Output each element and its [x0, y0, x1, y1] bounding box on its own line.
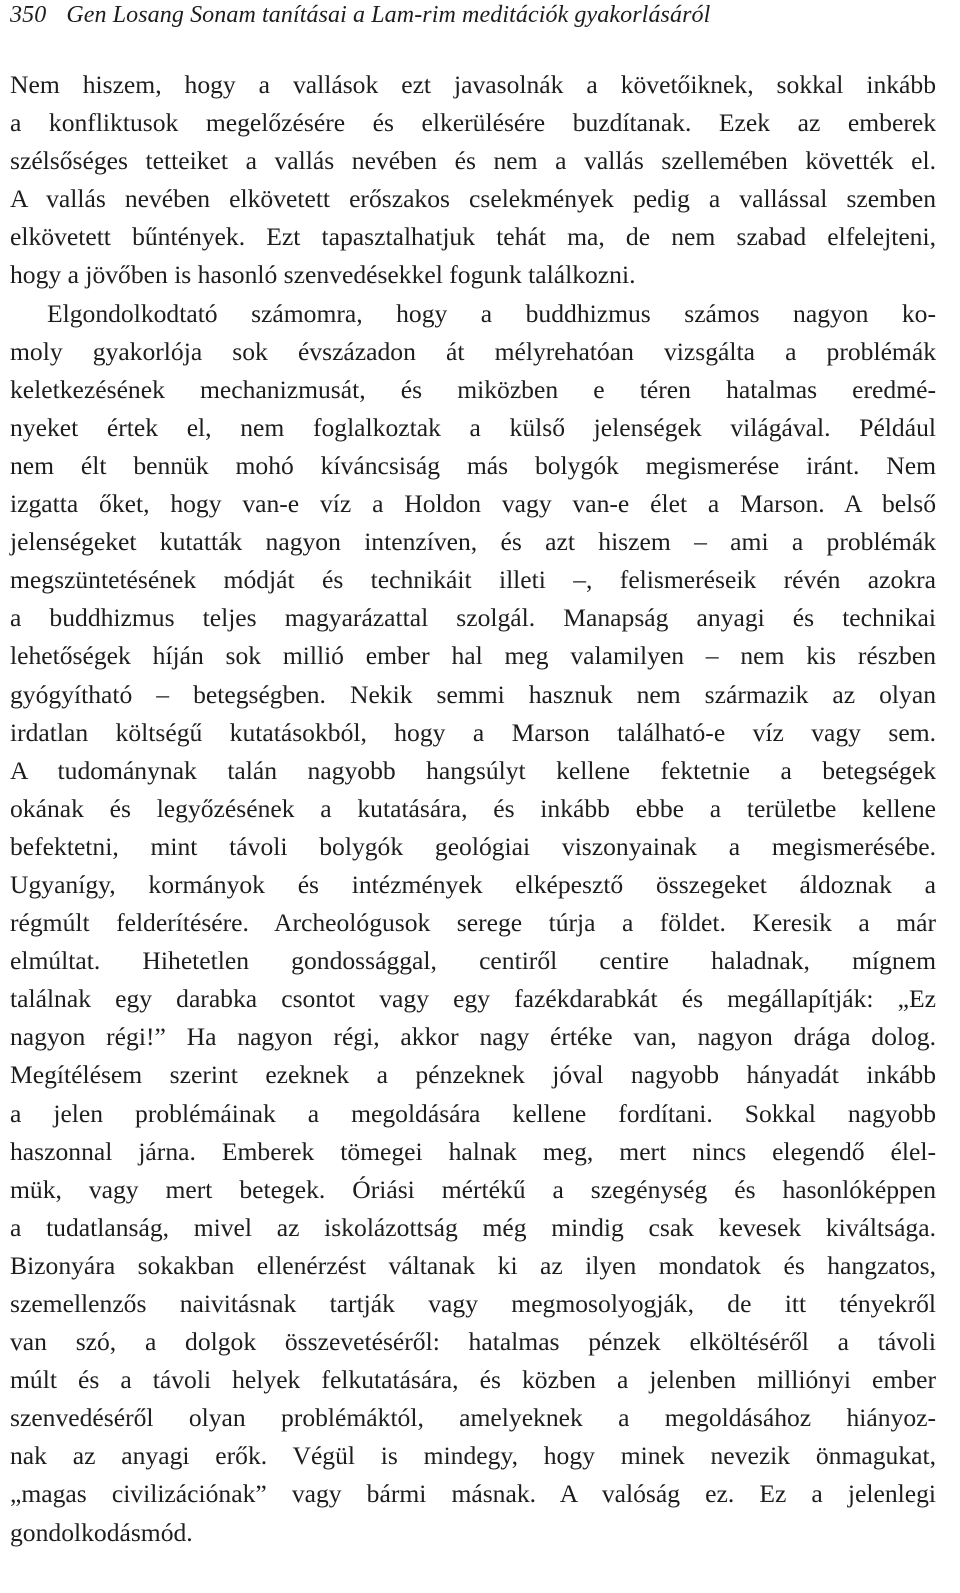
- text-line: a tudatlanság, mivel az iskolázottság még mindig csak kevesek kiváltsága.: [10, 1212, 936, 1242]
- page-number: 350: [10, 2, 47, 28]
- running-head: [10, 2, 710, 29]
- text-line: nak az anyagi erők. Végül is mindegy, hogy minek nevezik önmagukat,: [10, 1441, 936, 1471]
- text-line: okának és legyőzésének a kutatására, és inkább ebbe a területbe kellene: [10, 793, 936, 823]
- text-line: elkövetett bűntények. Ezt tapasztalhatjuk tehát ma, de nem szabad elfelejteni,: [10, 222, 936, 252]
- text-line: Nem hiszem, hogy a vallások ezt javasolnák a követőiknek, sokkal inkább: [10, 70, 936, 99]
- text-line: befektetni, mint távoli bolygók geológiai viszonyainak a megismerésébe.: [10, 831, 936, 861]
- text-line: nagyon régi!” Ha nagyon régi, akkor nagy értéke van, nagyon drága dolog.: [10, 1022, 936, 1052]
- text-line: haszonnal járna. Emberek tömegei halnak meg, mert nincs elegendő élel-: [10, 1136, 936, 1166]
- text-line: múlt és a távoli helyek felkutatására, és közben a jelenben milliónyi ember: [10, 1365, 936, 1395]
- text-line: a buddhizmus teljes magyarázattal szolgál. Manapság anyagi és technikai: [10, 603, 936, 633]
- text-line: nem élt bennük mohó kíváncsiság más bolygók megismerése iránt. Nem: [10, 450, 936, 480]
- text-line: keletkezésének mechanizmusát, és miközben e téren hatalmas eredmé-: [10, 374, 936, 404]
- text-line: szélsőséges tetteiket a vallás nevében és nem a vallás szellemében követték el.: [10, 146, 936, 176]
- text-line: nyeket értek el, nem foglalkoztak a külső jelenségek világával. Például: [10, 412, 936, 442]
- text-line: hogy a jövőben is hasonló szenvedésekkel fogunk találkozni.: [10, 260, 636, 290]
- text-line: A vallás nevében elkövetett erőszakos cselekmények pedig a vallással szemben: [10, 184, 936, 214]
- text-line: megszüntetésének módját és technikáit illeti –, felismeréseik révén azokra: [10, 565, 936, 595]
- text-line: Elgondolkodtató számomra, hogy a buddhizmus számos nagyon ko-: [47, 298, 936, 328]
- text-line: elmúltat. Hihetetlen gondossággal, centiről centire haladnak, mígnem: [10, 946, 936, 976]
- paragraph-2: [10, 295, 936, 1552]
- text-line: Ugyanígy, kormányok és intézmények elképesztő összegeket áldoznak a: [10, 869, 936, 899]
- text-line: találnak egy darabka csontot vagy egy fazékdarabkát és megállapítják: „Ez: [10, 984, 936, 1014]
- text-line: szemellenzős naivitásnak tartják vagy megmosolyogják, de itt tényekről: [10, 1289, 936, 1318]
- text-line: Bizonyára sokakban ellenérzést váltanak ki az ilyen mondatok és hangzatos,: [10, 1250, 936, 1280]
- text-line: régmúlt felderítésére. Archeológusok serege túrja a földet. Keresik a már: [10, 908, 936, 938]
- text-line: A tudománynak talán nagyobb hangsúlyt kellene fektetnie a betegségek: [10, 755, 936, 785]
- text-line: szenvedéséről olyan problémáktól, amelyeknek a megoldásához hiányoz-: [10, 1403, 936, 1433]
- text-line: moly gyakorlója sok évszázadon át mélyrehatóan vizsgálta a problémák: [10, 336, 936, 366]
- text-line: a jelen problémáinak a megoldására kellene fordítani. Sokkal nagyobb: [10, 1098, 936, 1128]
- text-line: van szó, a dolgok összevetéséről: hatalmas pénzek elköltéséről a távoli: [10, 1327, 936, 1357]
- body-text: [10, 66, 936, 1552]
- text-line: „magas civilizációnak” vagy bármi másnak. A valóság ez. Ez a jelenlegi: [10, 1479, 936, 1509]
- text-line: gyógyítható – betegségben. Nekik semmi hasznuk nem származik az olyan: [10, 679, 936, 709]
- text-line: jelenségeket kutatták nagyon intenzíven, és azt hiszem – ami a problémák: [10, 527, 936, 557]
- text-line: a konfliktusok megelőzésére és elkerülésére buzdítanak. Ezek az emberek: [10, 108, 936, 138]
- running-title: Gen Losang Sonam tanításai a Lam-rim meditációk gyakorlásáról: [66, 2, 711, 28]
- paragraph-1: [10, 66, 936, 295]
- text-line: mük, vagy mert betegek. Óriási mértékű a szegénység és hasonlóképpen: [10, 1174, 936, 1204]
- text-line: Megítélésem szerint ezeknek a pénzeknek jóval nagyobb hányadát inkább: [10, 1060, 936, 1090]
- text-line: lehetőségek híján sok millió ember hal meg valamilyen – nem kis részben: [10, 641, 936, 671]
- text-line: gondolkodásmód.: [10, 1517, 193, 1547]
- text-line: irdatlan költségű kutatásokból, hogy a Marson található-e víz vagy sem.: [10, 717, 936, 747]
- text-line: izgatta őket, hogy van-e víz a Holdon vagy van-e élet a Marson. A belső: [10, 489, 936, 519]
